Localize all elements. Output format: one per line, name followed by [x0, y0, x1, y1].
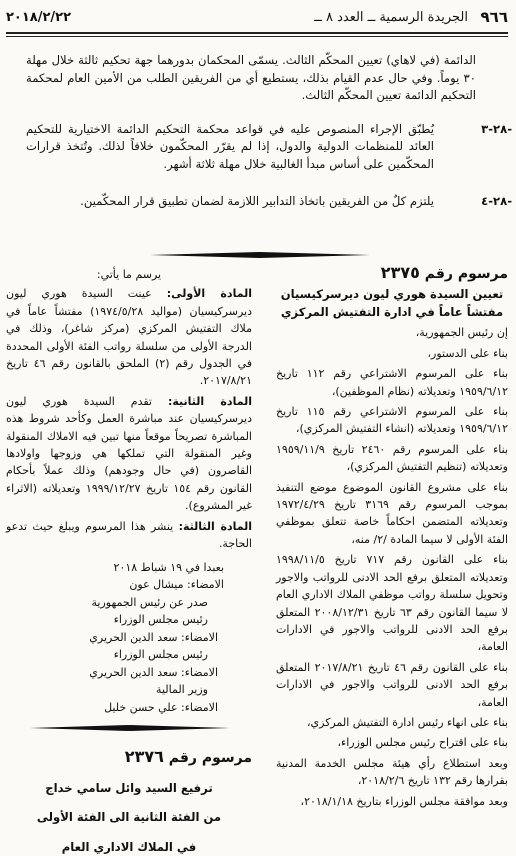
- signature-line: بعبدا في ١٩ شباط ٢٠١٨: [113, 560, 224, 574]
- decree-number-label: مرسوم رقم: [168, 750, 252, 766]
- decree-number-value: ٢٣٧٦: [124, 747, 164, 766]
- section-divider: [30, 718, 230, 728]
- article-text: تقدم السيدة هوري ليون ديرسركيسيان عند مباشرة العمل وكأحد شروط هذه المباشرة تصريحاً موقعاً منها تبين فيه الاملاك المنقولة وغير المنقولة التي تملكها هي وزوجها واولادها القاصرون (في حال وجودهم) وذلك عملاً بأحكام القانون رقم ١٥٤ تاريخ ١٩٩٩/١٢/٢٧ وتعديلاته (الاثراء غير المشروع).: [6, 394, 253, 513]
- decree-number-label: مرسوم رقم: [424, 266, 508, 282]
- decree-number-value: ٢٣٧٥: [380, 263, 420, 282]
- preamble-line: بناء على القانون رقم ٤٦ تاريخ ٢٠١٧/٨/٢١ المتعلق برفع الحد الادنى للرواتب والاجور في الادارات العامة،: [276, 660, 508, 709]
- clause-number: ٢٨-٤-: [481, 194, 512, 208]
- article-text: ينشر هذا المرسوم ويبلغ حيث تدعو الحاجة.: [6, 519, 252, 551]
- article-2: [6, 393, 252, 515]
- preamble-line: بناء على المرسوم رقم ٢٤٦٠ تاريخ ١٩٥٩/١١/٩ وتعديلاته (تنظيم التفتيش المركزي)،: [276, 442, 509, 474]
- preamble-line: بناء على اقتراح رئيس مجلس الوزراء،: [337, 736, 508, 750]
- clause-text: يُطبّق الإجراء المنصوص عليه في قواعد محكمة التحكيم الدائمة الاختيارية للتحكيم العائد للمنظمات الدولية والدول، إذا لم يقرّر المحكّمون خلافاً لذلك. وتُتخذ قرارات المحكّمين على أساس مبدأ الغالبية خلال مهلة ثلاثة أشهر.: [26, 121, 434, 171]
- preamble-line: وبعد موافقة مجلس الوزراء بتاريخ ٢٠١٨/١/١٨،: [300, 794, 508, 808]
- preamble-line: إن رئيس الجمهورية،: [415, 326, 508, 340]
- decree-2375-preamble: [276, 264, 508, 810]
- decree-2376: [6, 734, 252, 856]
- preamble-line: بناء على المرسوم الاشتراعي رقم ١١٥ تاريخ ١٩٥٩/٦/١٢ وتعديلاته (انشاء التفتيش المركزي)،: [276, 405, 509, 436]
- page-header: [6, 4, 508, 36]
- preamble-line: بناء على مشروع القانون الموضوع موضع التنفيذ بموجب المرسوم رقم ٣١٦٩ تاريخ ١٩٧٢/٤/٢٩ وتعديلاته المتضمن احكاماً خاصة تتعلق بموظفي الفئة الأولى لا سيما المادة /٢/ منه،: [276, 480, 508, 546]
- preamble-line: بناء على المرسوم الاشتراعي رقم ١١٢ تاريخ ١٩٥٩/٦/١٢ وتعديلاته (نظام الموظفين)،: [276, 367, 509, 398]
- article-label: المادة الثالثة:: [178, 519, 252, 533]
- article-label: المادة الأولى:: [166, 287, 252, 301]
- signature-line: وزير المالية: [156, 683, 208, 696]
- decree-title-line: من الفئة الثانية الى الفئة الأولى: [36, 810, 222, 825]
- clause-28-3: [26, 121, 512, 174]
- article-3: [6, 518, 252, 553]
- clause-continuation: الدائمة (في لاهاي) تعيين المحكّم الثالث. يسمّى المحكمان بدورهما جهة تحكيم ثالثة خلال مهلة ٣٠ يوماً. وفي حال عدم القيام بذلك، يستطيع أي من الفريقين الطلب من الأمين العام لمحكمة التحكيم الدائمة تعيين المحكّم الثالث.: [26, 53, 476, 102]
- section-divider: [150, 250, 370, 260]
- decree-number: [6, 748, 252, 767]
- issue-date: ٢٠١٨/٢/٢٢: [6, 10, 72, 25]
- clause-text: يلتزم كلٌ من الفريقين باتخاذ التدابير اللازمة لضمان تطبيق قرار المحكّمين.: [80, 194, 434, 208]
- arbitration-clauses: [26, 52, 512, 211]
- decree-title-line: في الملاك الاداري العام: [61, 839, 197, 854]
- signature-line: الامضاء: سعد الدين الحريري: [89, 665, 218, 679]
- signature-line: الامضاء: ميشال عون: [129, 578, 224, 591]
- preamble-line: بناء على الدستور،: [427, 346, 508, 360]
- decree-title: تعيين السيدة هوري ليون ديرسركيسيان مفتشاً عاماً في ادارة التفتيش المركزي: [280, 287, 504, 320]
- decree-title-line: ترفيع السيد وائل سامي خداج: [45, 780, 213, 795]
- signature-line: رئيس مجلس الوزراء: [113, 613, 208, 626]
- clause-28-4: [26, 193, 512, 211]
- article-1: [6, 285, 252, 389]
- decree-intro: يرسم ما يأتي:: [96, 268, 162, 281]
- signature-line: صدر عن رئيس الجمهورية: [91, 595, 208, 609]
- signature-line: الامضاء: علي حسن خليل: [104, 700, 218, 714]
- article-text: عينت السيدة هوري ليون ديرسركيسيان (مواليد ١٩٧٤/٥/٢٨) مفتشاً عاماً في ملاك التفتيش المركزي (مركز شاغر)، وذلك في الدرجة الأولى من سلسلة رواتب الفئة الأولى المحددة في الجدول رقم (٢) الملحق بالقانون رقم ٤٦ تاريخ ٢٠١٧/٨/٢١.: [6, 287, 253, 388]
- preamble-line: بناء على انهاء رئيس ادارة التفتيش المركزي،: [306, 715, 508, 729]
- header-rule-thin: [6, 36, 508, 37]
- article-label: المادة الثانية:: [167, 394, 252, 408]
- signature-line: رئيس مجلس الوزراء: [113, 648, 208, 661]
- header-rule: [6, 32, 508, 34]
- clause-number: ٢٨-٣-: [481, 121, 512, 136]
- signature-block: [6, 559, 252, 717]
- page-number: ٩٦٦: [480, 8, 508, 26]
- signature-line: الامضاء: سعد الدين الحريري: [89, 630, 218, 644]
- gazette-title: الجريدة الرسمية ــ العدد ٨ ــ: [314, 10, 468, 25]
- decree-2375-articles: [6, 266, 252, 716]
- decree-number: [276, 264, 508, 283]
- preamble-line: بناء على القانون رقم ٧١٧ تاريخ ١٩٩٨/١١/٥ وتعديلاته المتعلق برفع الحد الادنى للرواتب والاجور وتحويل سلسلة رواتب موظفي الملاك الاداري العام لا سيما القانون رقم ٦٣ تاريخ ٢٠٠٨/١٢/٣١ المتعلق برفع الحد الادنى للرواتب والاجور في الادارات العامة،: [276, 553, 508, 654]
- preamble-line: وبعد استطلاع رأي هيئة مجلس الخدمة المدنية بقرارها رقم ١٣٢ تاريخ ٢٠١٨/٢/٦،: [276, 756, 508, 788]
